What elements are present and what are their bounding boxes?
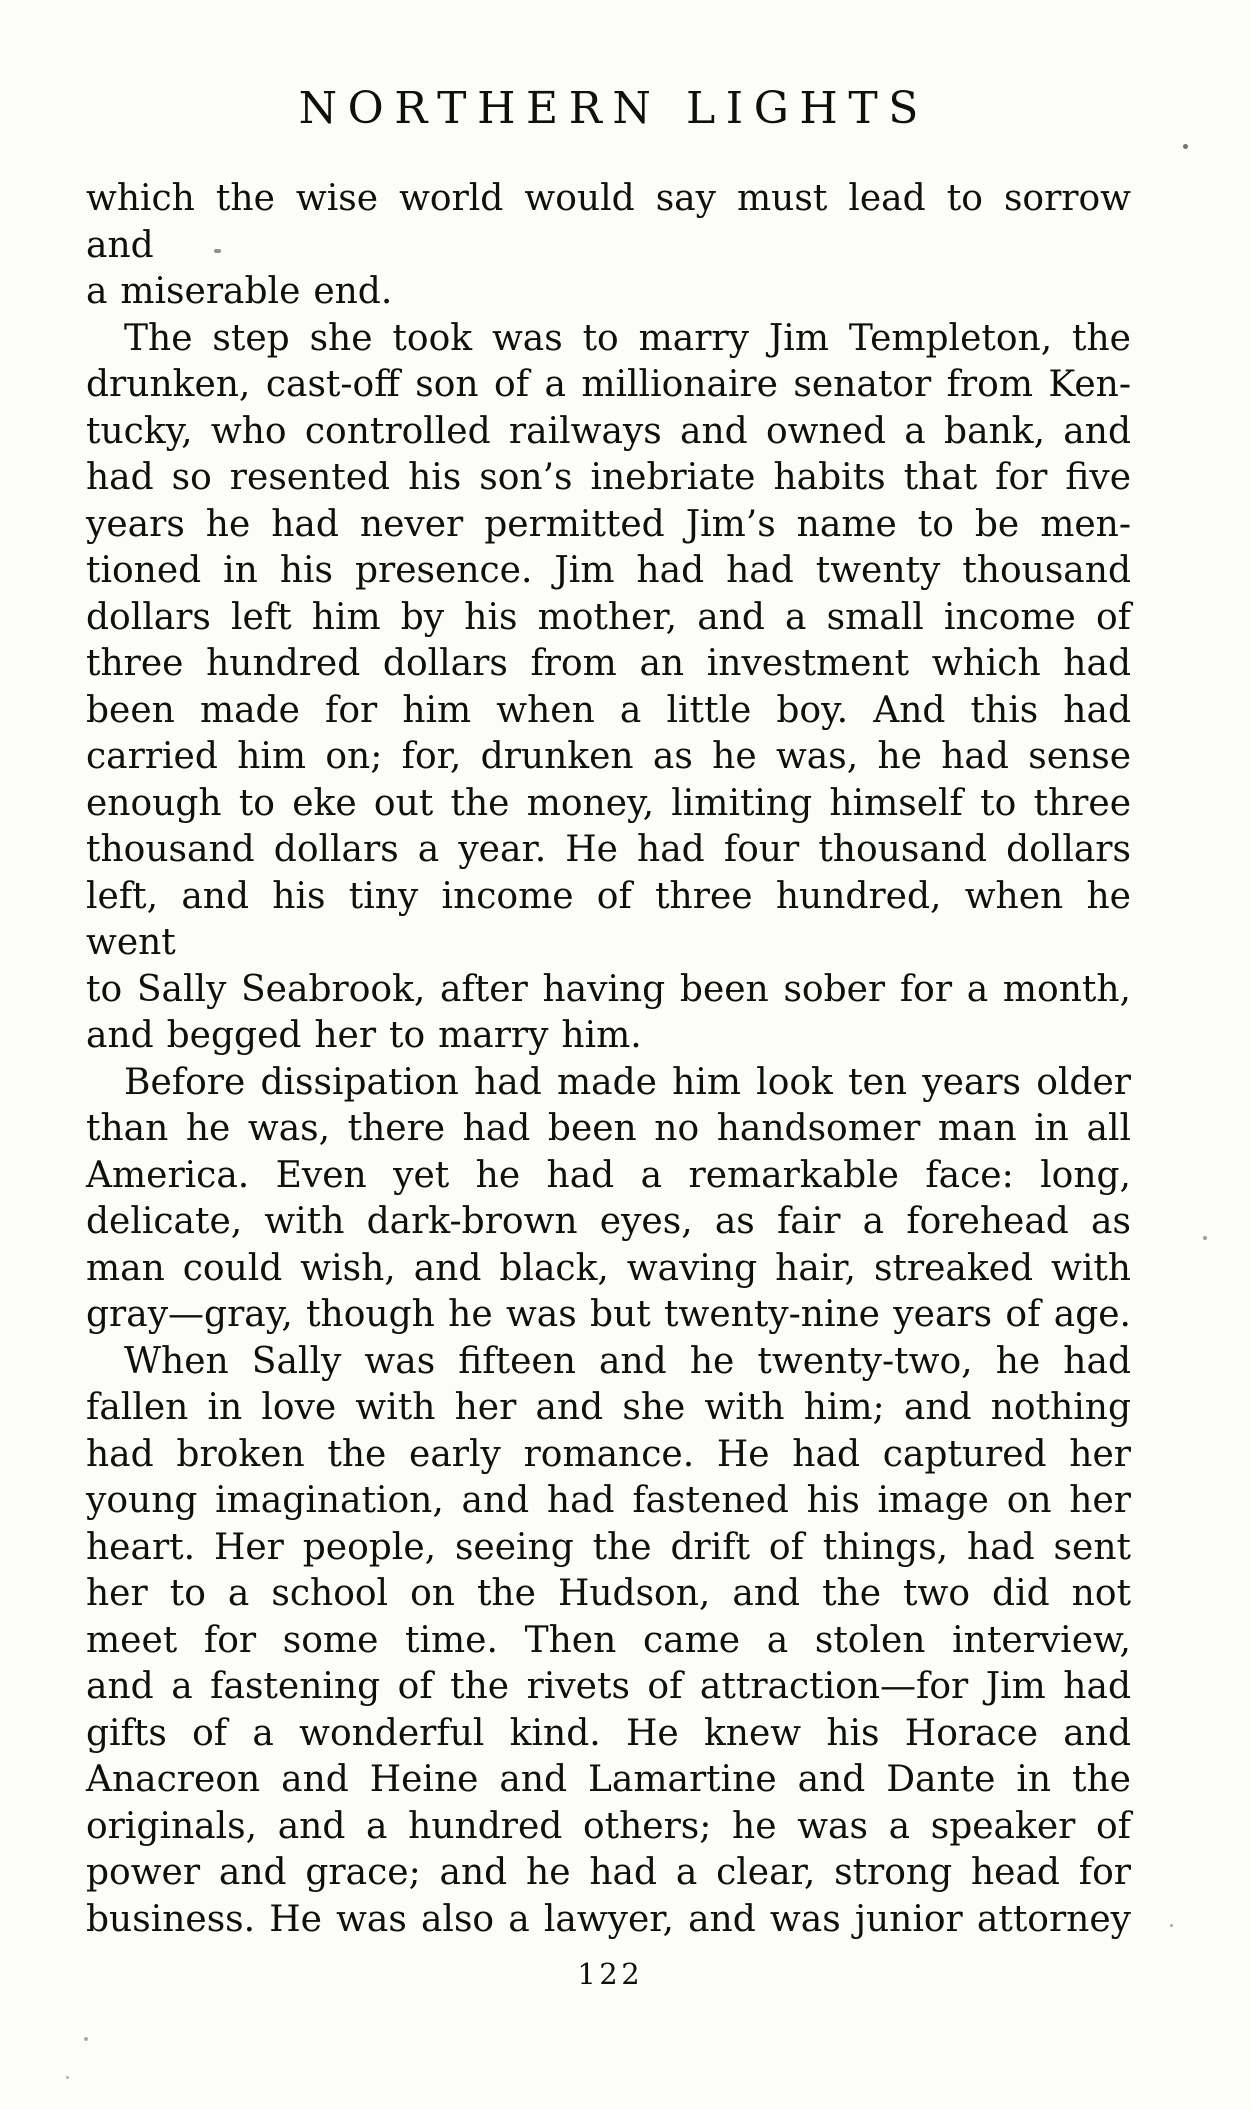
text-line: power and grace; and he had a clear, strong head for xyxy=(86,1852,1131,1893)
text-line: America. Even yet he had a remarkable face: long, xyxy=(86,1154,1131,1196)
text-line: gray—gray, though he was but twenty-nine years of age. xyxy=(86,1294,1131,1335)
book-page xyxy=(0,83,1251,2110)
text-line: fallen in love with her and she with him; and nothing xyxy=(86,1387,1131,1428)
text-line: meet for some time. Then came a stolen interview, xyxy=(86,1619,1131,1661)
text-line: had so resented his son’s inebriate habits that for five xyxy=(86,457,1131,498)
text-block xyxy=(86,176,1131,1943)
text-line: been made for him when a little boy. And this had xyxy=(86,689,1131,731)
text-line: tucky, who controlled railways and owned a bank, and xyxy=(86,410,1131,452)
text-line: When Sally was fifteen and he twenty-two, he had xyxy=(124,1340,1131,1382)
text-line: and a fastening of the rivets of attraction—for Jim had xyxy=(86,1666,1131,1707)
text-line: thousand dollars a year. He had four thousand dollars xyxy=(86,829,1131,870)
scan-speck xyxy=(66,2076,69,2079)
scan-speck xyxy=(1170,1924,1173,1927)
page-number: 122 xyxy=(577,1957,644,1991)
text-line: had broken the early romance. He had captured her xyxy=(86,1433,1131,1475)
text-line: Anacreon and Heine and Lamartine and Dante in the xyxy=(86,1759,1131,1800)
text-line: tioned in his presence. Jim had had twenty thousand xyxy=(86,550,1131,591)
text-line: business. He was also a lawyer, and was junior attorney xyxy=(86,1898,1131,1940)
text-line: to Sally Seabrook, after having been sober for a month, xyxy=(86,968,1131,1010)
text-line: which the wise world would say must lead to sorrow and xyxy=(86,178,1131,266)
text-line: gifts of a wonderful kind. He knew his Horace and xyxy=(86,1712,1131,1754)
running-head: NORTHERN LIGHTS xyxy=(298,83,929,134)
text-line: young imagination, and had fastened his image on her xyxy=(86,1480,1131,1521)
text-line: than he was, there had been no handsomer man in all xyxy=(86,1108,1131,1149)
text-line: heart. Her people, seeing the drift of things, had sent xyxy=(86,1526,1131,1568)
text-line: her to a school on the Hudson, and the two did not xyxy=(86,1573,1131,1614)
text-line: man could wish, and black, waving hair, streaked with xyxy=(86,1247,1131,1289)
text-line: left, and his tiny income of three hundred, when he went xyxy=(86,875,1131,963)
text-line: carried him on; for, drunken as he was, he had sense xyxy=(86,736,1131,777)
scan-speck xyxy=(1183,144,1188,149)
text-line: Before dissipation had made him look ten years older xyxy=(124,1061,1131,1103)
text-line: enough to eke out the money, limiting himself to three xyxy=(86,782,1131,824)
text-line: a miserable end. xyxy=(86,271,393,312)
text-line: years he had never permitted Jim’s name to be men- xyxy=(86,503,1131,545)
text-line: and begged her to marry him. xyxy=(86,1015,642,1056)
text-line: The step she took was to marry Jim Templeton, the xyxy=(124,317,1131,359)
text-line: dollars left him by his mother, and a small income of xyxy=(86,596,1131,638)
text-line: delicate, with dark-brown eyes, as fair a forehead as xyxy=(86,1201,1131,1242)
scan-speck xyxy=(84,2037,88,2041)
text-line: originals, and a hundred others; he was a speaker of xyxy=(86,1805,1131,1847)
text-line: drunken, cast-off son of a millionaire senator from Ken- xyxy=(86,364,1131,405)
scan-speck xyxy=(1203,1236,1207,1240)
scan-speck xyxy=(214,249,221,253)
text-line: three hundred dollars from an investment which had xyxy=(86,643,1131,684)
